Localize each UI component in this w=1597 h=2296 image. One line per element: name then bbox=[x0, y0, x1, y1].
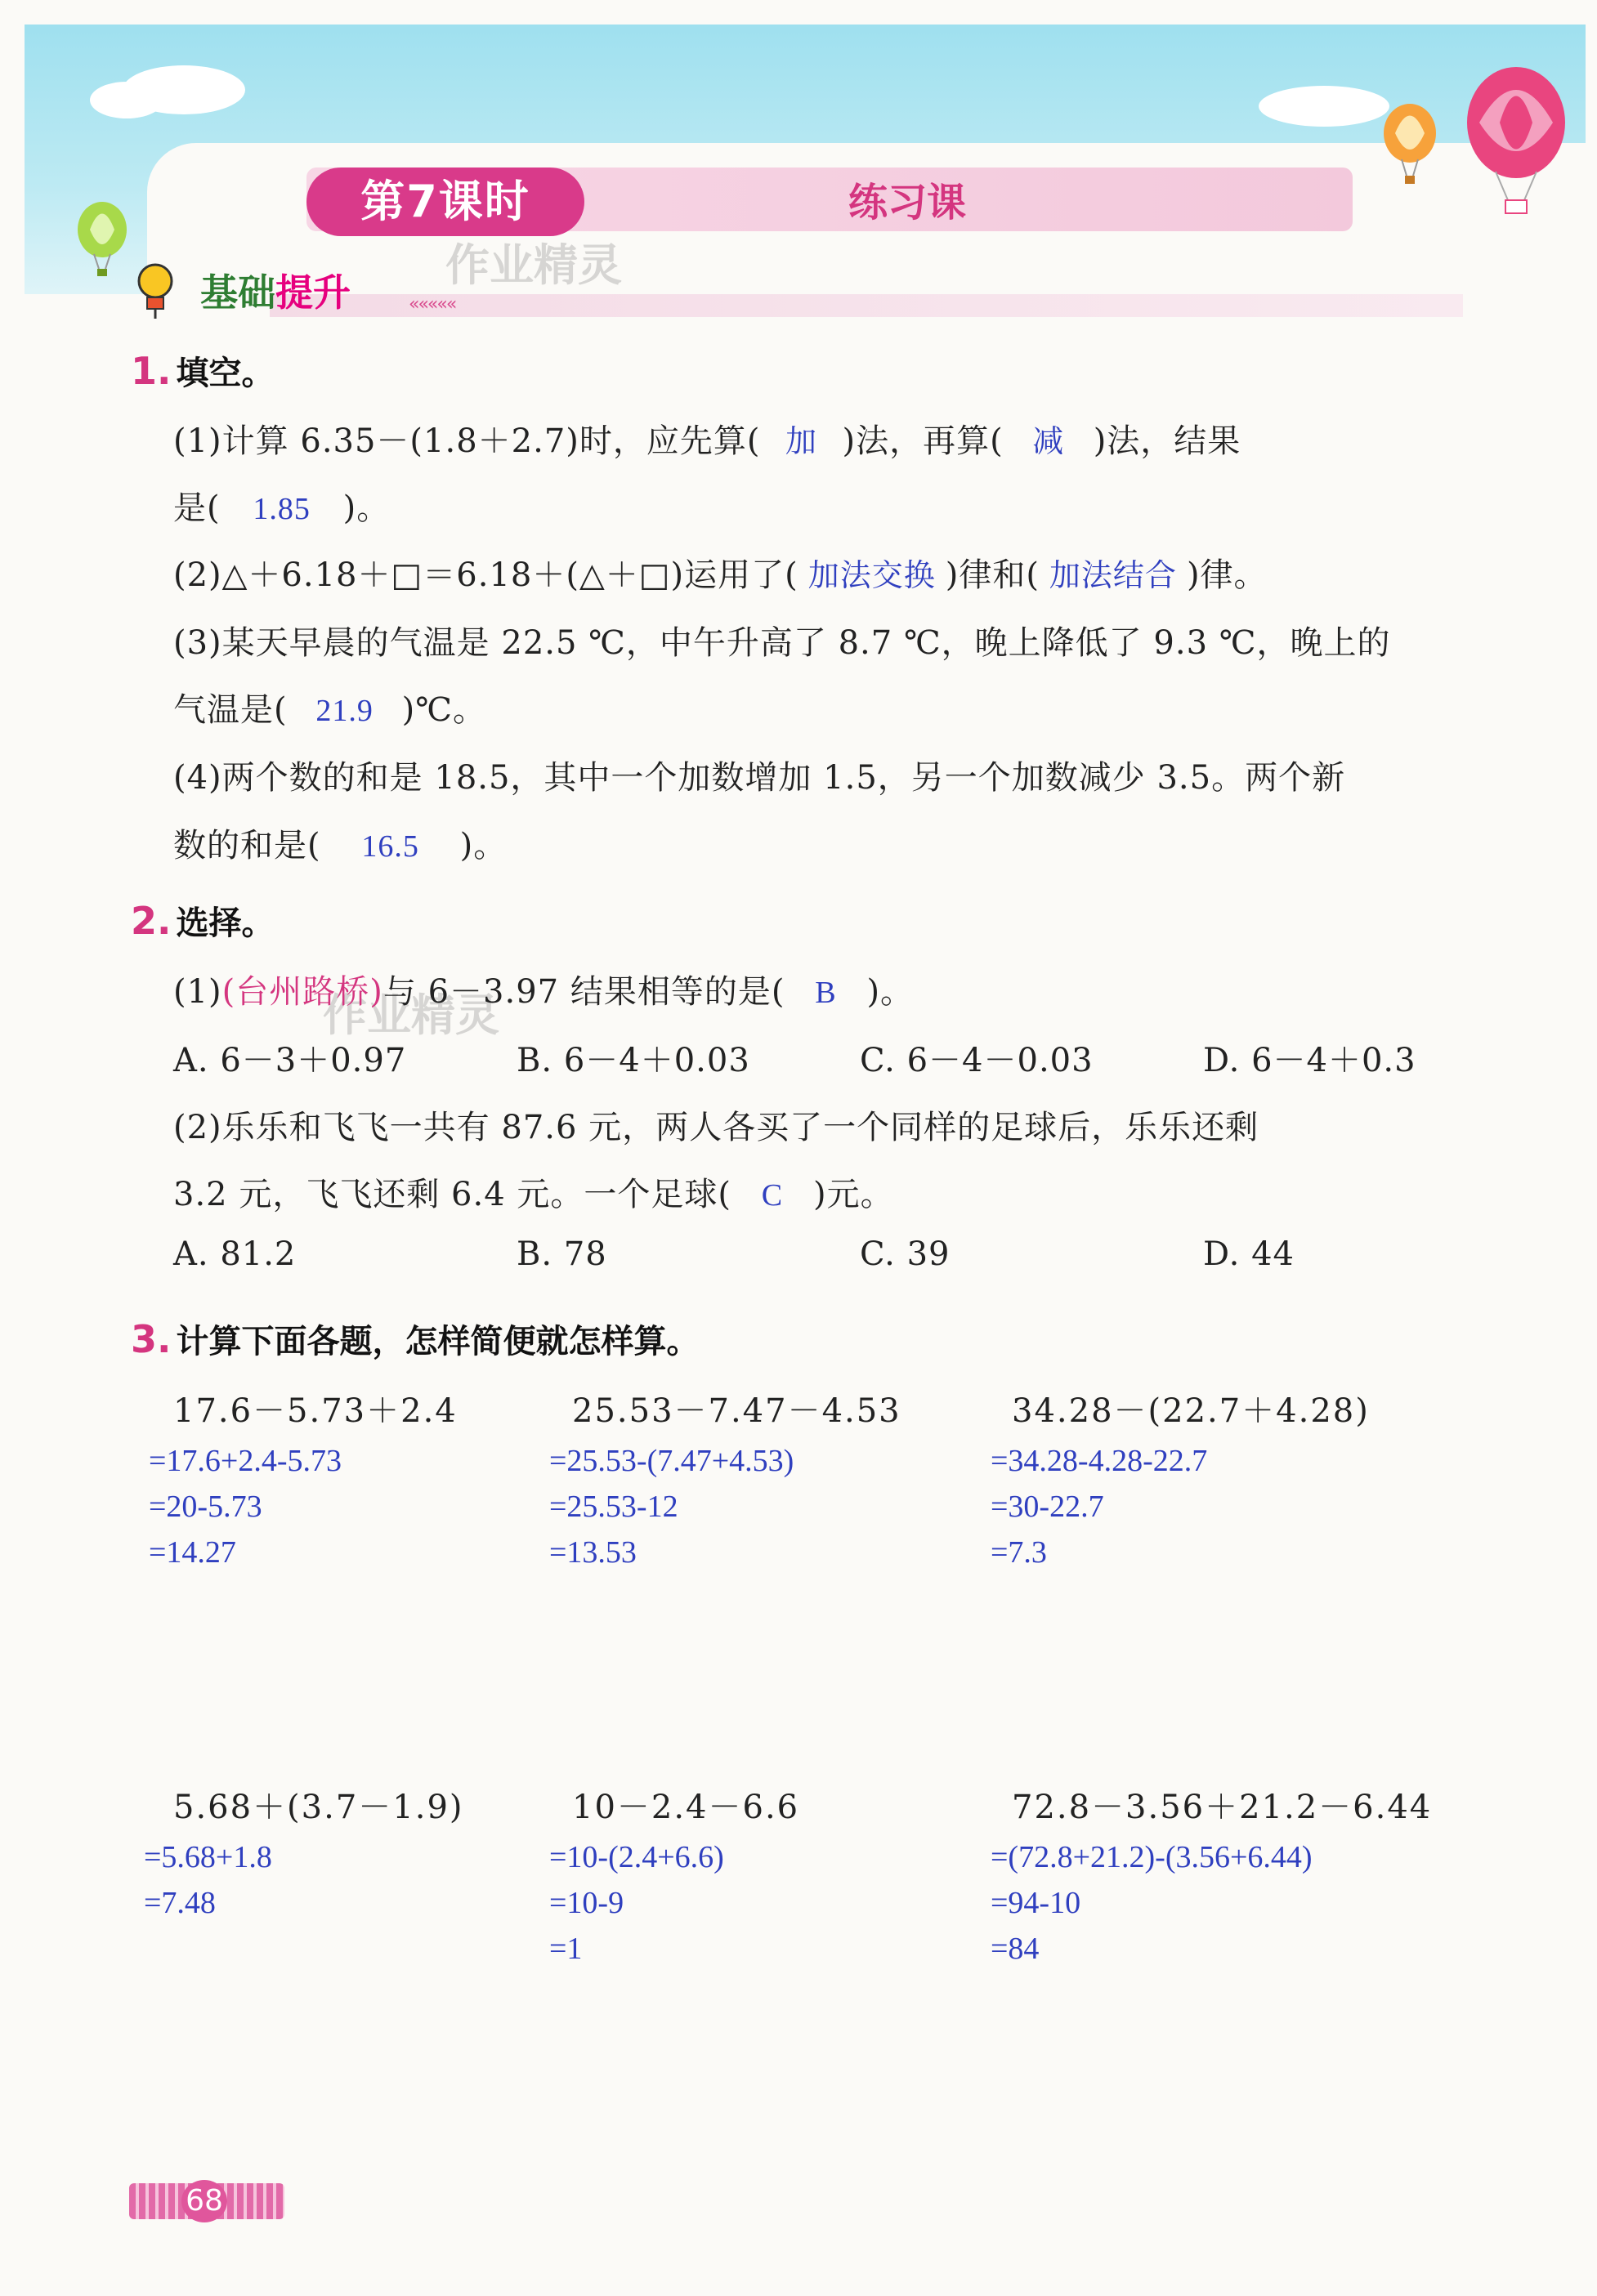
q1-p1-text-b: )法，再算( bbox=[842, 422, 1004, 460]
section-title-a: 基础 bbox=[200, 270, 275, 315]
q1-p4-text-c: )。 bbox=[459, 827, 508, 864]
lesson-type: 练习课 bbox=[848, 180, 966, 226]
q1-p1-text-a: (1)计算 6.35－(1.8＋2.7)时，应先算( bbox=[173, 422, 761, 460]
q2-p1-line bbox=[173, 966, 914, 1012]
q3-problem-2: 25.53－7.47－4.53 bbox=[572, 1392, 901, 1430]
balloon-icon bbox=[1377, 102, 1443, 192]
q1-number: 1. bbox=[131, 349, 172, 393]
q1-p3-text-c: )℃。 bbox=[401, 691, 486, 729]
q2-p1-option-d: D. 6－4＋0.3 bbox=[1203, 1042, 1416, 1079]
q2-title bbox=[131, 897, 274, 944]
q1-p1-text-e: )。 bbox=[342, 489, 391, 527]
q2-p2-option-c: C. 39 bbox=[860, 1235, 951, 1273]
q2-p1-text-b: )。 bbox=[866, 973, 915, 1011]
q3-work-5 bbox=[549, 1834, 724, 1972]
work-step: =(72.8+21.2)-(3.56+6.44) bbox=[991, 1840, 1313, 1874]
q1-p2-text-b: )律和( bbox=[945, 556, 1040, 594]
q1-p4-line1: (4)两个数的和是 18.5，其中一个加数增加 1.5，另一个加数减少 3.5。两个新 bbox=[173, 759, 1346, 797]
q2-p1-option-c: C. 6－4－0.03 bbox=[860, 1042, 1094, 1079]
q2-p2-option-b: B. 78 bbox=[517, 1235, 607, 1273]
q1-p4-line2 bbox=[173, 820, 507, 866]
section-title bbox=[200, 266, 351, 319]
work-step: =84 bbox=[991, 1932, 1040, 1966]
q1-p3-answer: 21.9 bbox=[315, 694, 374, 728]
page-number: 68 bbox=[181, 2180, 227, 2222]
lesson-tag: 第7课时 bbox=[306, 168, 584, 236]
q2-p1-text-a: 与 6－3.97 结果相等的是( bbox=[382, 973, 785, 1011]
q2-p2-option-a: A. 81.2 bbox=[173, 1235, 297, 1273]
q1-p1-text-c: )法，结果 bbox=[1093, 422, 1241, 460]
watermark: 作业精灵 bbox=[323, 989, 499, 1041]
q2-p2-line2 bbox=[173, 1168, 894, 1215]
q2-p2-text-b: 3.2 元，飞飞还剩 6.4 元。一个足球( bbox=[173, 1176, 731, 1213]
q1-p1-line2 bbox=[173, 482, 390, 529]
q1-p1-answer2: 减 bbox=[1032, 425, 1065, 459]
q1-p3-line2 bbox=[173, 684, 486, 730]
work-step: =20-5.73 bbox=[149, 1490, 262, 1524]
q3-problem-3: 34.28－(22.7＋4.28) bbox=[1012, 1392, 1370, 1430]
q3-work-4 bbox=[144, 1834, 272, 1926]
work-step: =7.3 bbox=[991, 1535, 1047, 1570]
q3-number: 3. bbox=[131, 1317, 172, 1361]
q1-p2-answer2: 加法结合 bbox=[1049, 559, 1177, 593]
work-step: =94-10 bbox=[991, 1886, 1081, 1920]
q2-p1-option-b: B. 6－4＋0.03 bbox=[517, 1042, 750, 1079]
work-step: =14.27 bbox=[149, 1535, 236, 1570]
lightbulb-icon bbox=[131, 260, 180, 322]
chevron-icons: ««««« bbox=[409, 294, 456, 315]
q3-title bbox=[131, 1316, 699, 1362]
q1-p2-text-a: (2)△＋6.18＋□＝6.18＋(△＋□)运用了( bbox=[173, 556, 798, 594]
cloud-icon bbox=[90, 82, 163, 118]
q2-p2-answer: C bbox=[761, 1178, 784, 1213]
work-step: =5.68+1.8 bbox=[144, 1840, 272, 1874]
work-step: =17.6+2.4-5.73 bbox=[149, 1444, 342, 1478]
q1-title bbox=[131, 347, 274, 394]
q1-p2-answer1: 加法交换 bbox=[807, 559, 936, 593]
work-step: =7.48 bbox=[144, 1886, 216, 1920]
cloud-icon bbox=[1259, 86, 1389, 127]
q2-p2-option-d: D. 44 bbox=[1203, 1235, 1295, 1273]
q2-p2-line1: (2)乐乐和飞飞一共有 87.6 元，两人各买了一个同样的足球后，乐乐还剩 bbox=[173, 1109, 1259, 1146]
q2-p1-answer: B bbox=[815, 976, 837, 1010]
q2-p1-prefix: (1) bbox=[173, 973, 222, 1011]
q1-p1-line1 bbox=[173, 415, 1241, 462]
q2-p1-option-a: A. 6－3＋0.97 bbox=[173, 1042, 407, 1079]
work-step: =34.28-4.28-22.7 bbox=[991, 1444, 1208, 1478]
q3-problem-4: 5.68＋(3.7－1.9) bbox=[173, 1789, 464, 1826]
q3-problem-5: 10－2.4－6.6 bbox=[572, 1789, 800, 1826]
q3-problem-6: 72.8－3.56＋21.2－6.44 bbox=[1012, 1789, 1433, 1826]
section-title-b: 提升 bbox=[275, 270, 351, 315]
q1-p1-answer3: 1.85 bbox=[253, 492, 311, 526]
work-step: =10-(2.4+6.6) bbox=[549, 1840, 724, 1874]
q2-p1-source: (台州路桥) bbox=[221, 973, 383, 1011]
q3-problem-1: 17.6－5.73＋2.4 bbox=[173, 1392, 458, 1430]
q3-work-3 bbox=[991, 1438, 1207, 1575]
work-step: =25.53-12 bbox=[549, 1490, 678, 1524]
q2-heading: 选择。 bbox=[176, 905, 275, 942]
q1-p1-answer1: 加 bbox=[785, 425, 817, 459]
q1-p2-text-c: )律。 bbox=[1186, 556, 1268, 594]
q1-p1-text-d: 是( bbox=[173, 489, 221, 527]
q3-work-2 bbox=[549, 1438, 794, 1575]
work-step: =10-9 bbox=[549, 1886, 624, 1920]
work-step: =25.53-(7.47+4.53) bbox=[549, 1444, 794, 1478]
balloon-icon bbox=[69, 200, 135, 282]
watermark: 作业精灵 bbox=[445, 239, 622, 291]
q3-work-6 bbox=[991, 1834, 1313, 1972]
q3-work-1 bbox=[149, 1438, 342, 1575]
work-step: =13.53 bbox=[549, 1535, 637, 1570]
work-step: =30-22.7 bbox=[991, 1490, 1104, 1524]
q2-number: 2. bbox=[131, 899, 172, 943]
q1-p4-text-b: 数的和是( bbox=[173, 827, 321, 864]
q3-heading: 计算下面各题，怎样简便就怎样算。 bbox=[176, 1323, 700, 1360]
q1-heading: 填空。 bbox=[176, 355, 275, 392]
q1-p3-line1: (3)某天早晨的气温是 22.5 ℃，中午升高了 8.7 ℃，晚上降低了 9.3 ℃，晚上的 bbox=[173, 624, 1391, 662]
work-step: =1 bbox=[549, 1932, 583, 1966]
q1-p4-answer: 16.5 bbox=[361, 829, 419, 864]
balloon-icon bbox=[1455, 65, 1577, 229]
q1-p2-line bbox=[173, 549, 1268, 596]
q1-p3-text-b: 气温是( bbox=[173, 691, 288, 729]
q2-p2-text-c: )元。 bbox=[812, 1176, 894, 1213]
